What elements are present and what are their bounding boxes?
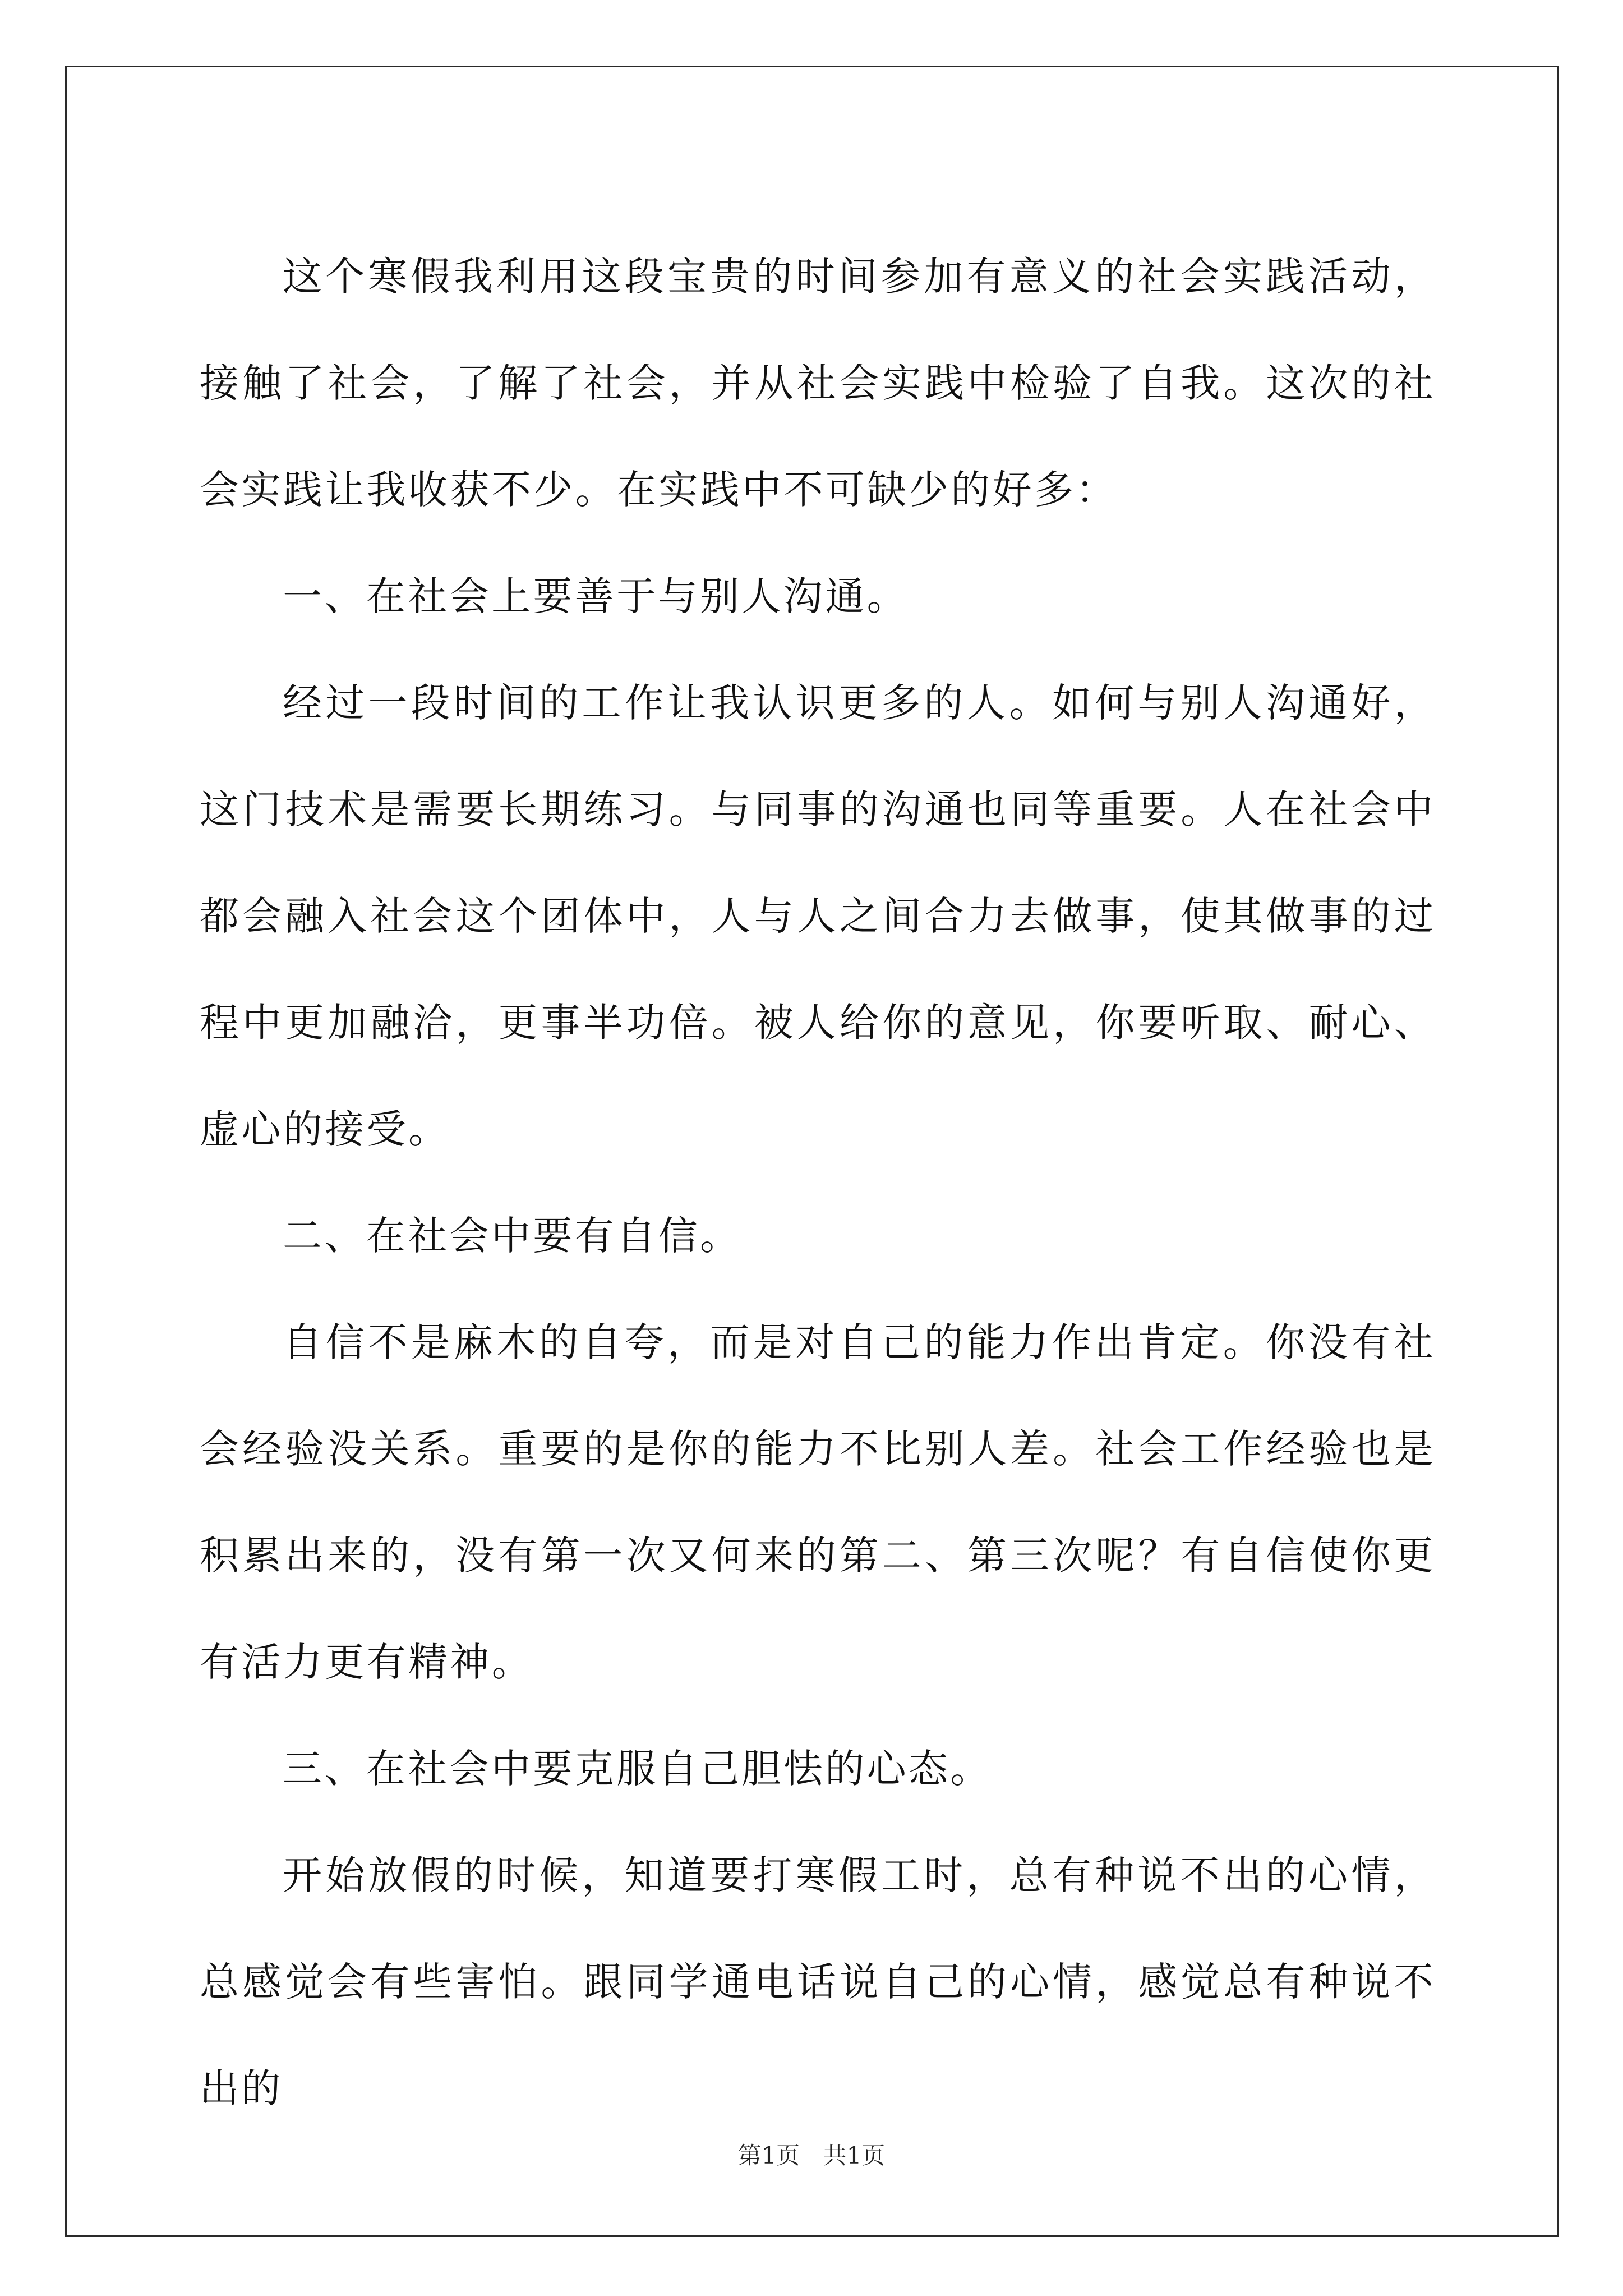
- page-number: 第1页: [737, 2142, 800, 2169]
- paragraph-communication: 经过一段时间的工作让我认识更多的人。如何与别人沟通好，这门技术是需要长期练习。与同事的沟通也同等重要。人在社会中都会融入社会这个团体中，人与人之间合力去做事，使其做事的过程中更加融洽，更事半功倍。被人给你的意见，你要听取、耐心、虚心的接受。: [200, 680, 1436, 1152]
- heading-point-three: 三、在社会中要克服自己胆怯的心态。: [283, 1746, 992, 1792]
- document-body: [200, 223, 1436, 2142]
- heading-point-one: 一、在社会上要善于与别人沟通。: [283, 573, 909, 619]
- paragraph-confidence: 自信不是麻木的自夸，而是对自己的能力作出肯定。你没有社会经验没关系。重要的是你的能力不比别人差。社会工作经验也是积累出来的，没有第一次又何来的第二、第三次呢？有自信使你更有活力更有精神。: [200, 1319, 1436, 1685]
- page-total: 共1页: [823, 2142, 886, 2169]
- page-footer: [0, 2137, 1623, 2171]
- paragraph-overcome-timidity: 开始放假的时候，知道要打寒假工时，总有种说不出的心情，总感觉会有些害怕。跟同学通电话说自己的心情，感觉总有种说不出的: [200, 1852, 1436, 2111]
- paragraph-intro: 这个寒假我利用这段宝贵的时间参加有意义的社会实践活动，接触了社会，了解了社会，并从社会实践中检验了自我。这次的社会实践让我收获不少。在实践中不可缺少的好多：: [200, 254, 1436, 513]
- heading-point-two: 二、在社会中要有自信。: [283, 1213, 742, 1259]
